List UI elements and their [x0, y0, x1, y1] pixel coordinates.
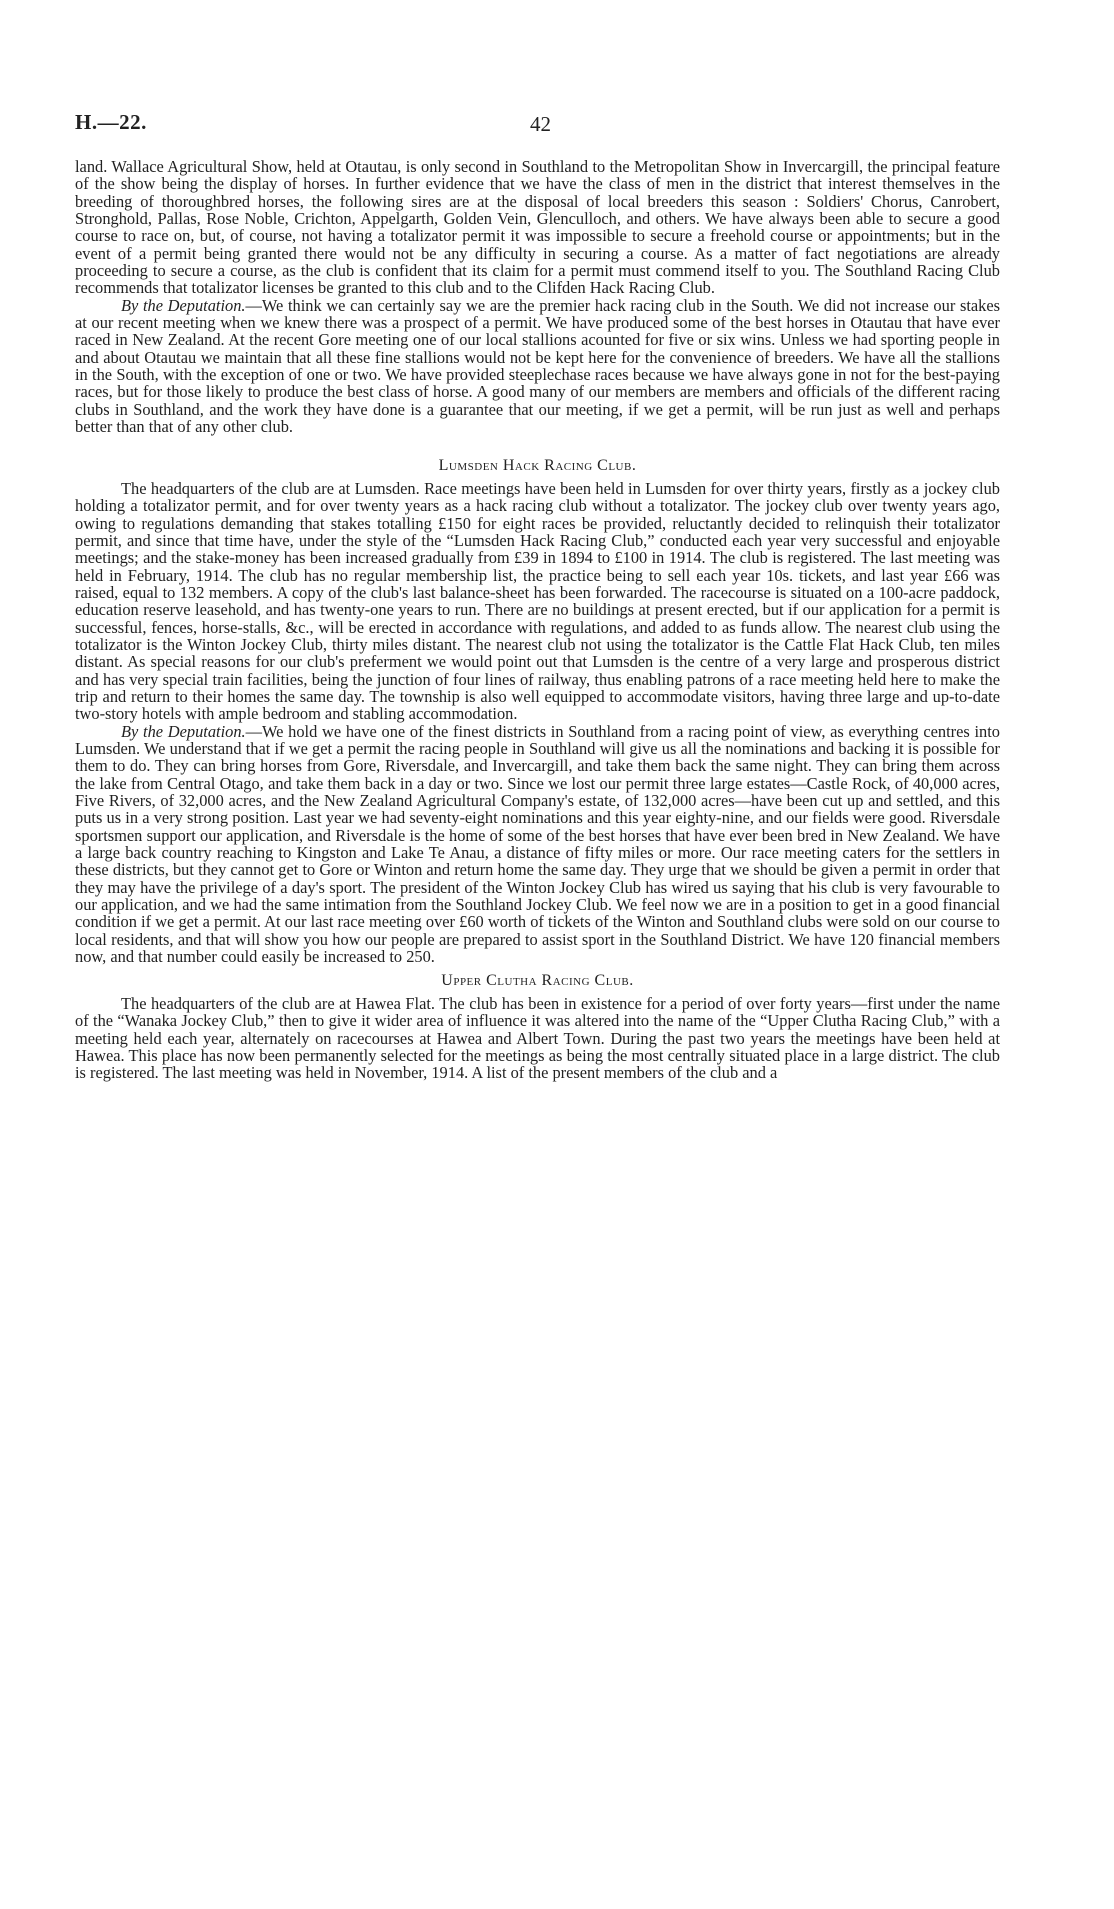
document-page [75, 110, 1000, 1083]
page-number: 42 [530, 112, 551, 136]
paragraph-lumsden: The headquarters of the club are at Lumsden. Race meetings have been held in Lumsden for over thirty years, firstly as a jockey club holding a totalizator permit, and for over twenty years as a hack racing club without a totalizator. The jockey club over twenty years ago, owing to regulations demanding that stakes totalling £150 for eight races be provided, reluctantly decided to relinquish their totalizator permit, and since that time have, under the style of the “Lumsden Hack Racing Club,” conducted each year very successful and enjoyable meetings; and the stake-money has been increased gradually from £39 in 1894 to £100 in 1914. The club is registered. The last meeting was held in February, 1914. The club has no regular membership list, the practice being to sell each year 10s. tickets, and last year £66 was raised, equal to 132 members. A copy of the club's last balance-sheet has been forwarded. The racecourse is situated on a 100-acre paddock, education reserve leasehold, and has twenty-one years to run. There are no buildings at present erected, but if our application for a permit is successful, fences, horse-stalls, &c., will be erected in accordance with regulations, and added to as funds allow. The nearest club using the totalizator is the Winton Jockey Club, thirty miles distant. The nearest club not using the totalizator is the Cattle Flat Hack Club, ten miles distant. As special reasons for our club's preferment we would point out that Lumsden is the centre of a very large and prosperous district and has very special train facilities, being the junction of four lines of railway, thus enabling patrons of a race meeting held here to make the trip and return to their homes the same day. The township is also well equipped to accommodate visitors, having three large and up-to-date two-story hotels with ample bedroom and stabling accommodation. [75, 478, 1000, 724]
deputation-lead: By the Deputation. [121, 721, 246, 741]
section-title-lumsden: Lumsden Hack Racing Club. [438, 456, 637, 474]
page-header [75, 110, 1000, 150]
paragraph-upper-clutha: The headquarters of the club are at Hawea Flat. The club has been in existence for a period of over forty years—first under the name of the “Wanaka Jockey Club,” then to give it wider area of influence it was altered into the name of the “Upper Clutha Racing Club,” with a meeting held each year, alternately on racecourses at Hawea and Albert Town. During the past two years the meetings have been held at Hawea. This place has now been permanently selected for the meetings as being the most centrally situated place in a large district. The club is registered. The last meeting was held in November, 1914. A list of the present members of the club and a [75, 993, 1000, 1083]
paragraph-deputation-otautau [75, 297, 1000, 436]
page-code: H.—22. [75, 110, 147, 134]
body-text [75, 158, 1000, 1082]
section-title-upper-clutha: Upper Clutha Racing Club. [441, 972, 634, 990]
paragraph-deputation-lumsden [75, 723, 1000, 966]
deputation-text: —We hold we have one of the finest districts in Southland from a racing point of view, as everything centres into Lumsden. We understand that if we get a permit the racing people in Southland will give us all the nominations and backing it is possible for them to do. They can bring horses from Gore, Riversdale, and Invercargill, and take them back the same night. They can bring them across the lake from Central Otago, and take them back in a day or two. Since we lost our permit three large estates—Castle Rock, of 40,000 acres, Five Rivers, of 32,000 acres, and the New Zealand Agricultural Company's estate, of 132,000 acres—have been cut up and settled, and this puts us in a very strong position. Last year we had seventy-eight nominations and this year eighty-nine, and our fields were good. Riversdale sportsmen support our application, and Riversdale is the home of some of the best horses that have ever been bred in New Zealand. We have a large back country reaching to Kingston and Lake Te Anau, a distance of fifty miles or more. Our race meeting caters for the settlers in these districts, but they cannot get to Gore or Winton and return home the same day. They urge that we should be given a permit in order that they may have the privilege of a day's sport. The president of the Winton Jockey Club has wired us saying that his club is very favourable to our application, and we had the same intimation from the Southland Jockey Club. We feel now we are in a position to get in a good financial condition if we get a permit. At our last race meeting over £60 worth of tickets of the Winton and Southland clubs were sold on our course to local residents, and that will show you how our people are prepared to assist sport in the Southland District. We have 120 financial members now, and that number could easily be increased to 250. [75, 721, 1000, 967]
deputation-text: —We think we can certainly say we are the premier hack racing club in the South. We did not increase our stakes at our recent meeting when we knew there was a prospect of a permit. We have produced some of the best horses in Otautau that have ever raced in New Zealand. At the recent Gore meeting one of our local stallions acounted for five or six wins. Unless we had sporting people in and about Otautau we maintain that all these fine stallions would not be kept here for the convenience of breeders. We have all the stallions in the South, with the exception of one or two. We have provided steeplechase races because we have always gone in not for the best-paying races, but for those likely to produce the best class of horse. A good many of our members are members and officials of the different racing clubs in Southland, and the work they have done is a guarantee that our meeting, if we get a permit, will be run just as well and perhaps better than that of any other club. [75, 295, 1000, 437]
deputation-lead: By the Deputation. [121, 295, 246, 315]
paragraph-continuation: land. Wallace Agricultural Show, held at Otautau, is only second in Southland to the Metropolitan Show in Invercargill, the principal feature of the show being the display of horses. In further evidence that we have the class of men in the district that interest themselves in the breeding of thoroughbred horses, the following sires are at the disposal of local breeders this season : Soldiers' Chorus, Canrobert, Stronghold, Pallas, Rose Noble, Crichton, Appelgarth, Golden Vein, Glenculloch, and others. We have always been able to secure a good course to race on, but, of course, not having a totalizator permit it was impossible to secure a freehold course or appointments; but in the event of a permit being granted there would not be any difficulty in securing a course. As a matter of fact negotiations are already proceeding to secure a course, as the club is confident that its claim for a permit must commend itself to you. The Southland Racing Club recommends that totalizator licenses be granted to this club and to the Clifden Hack Racing Club. [75, 157, 1000, 298]
